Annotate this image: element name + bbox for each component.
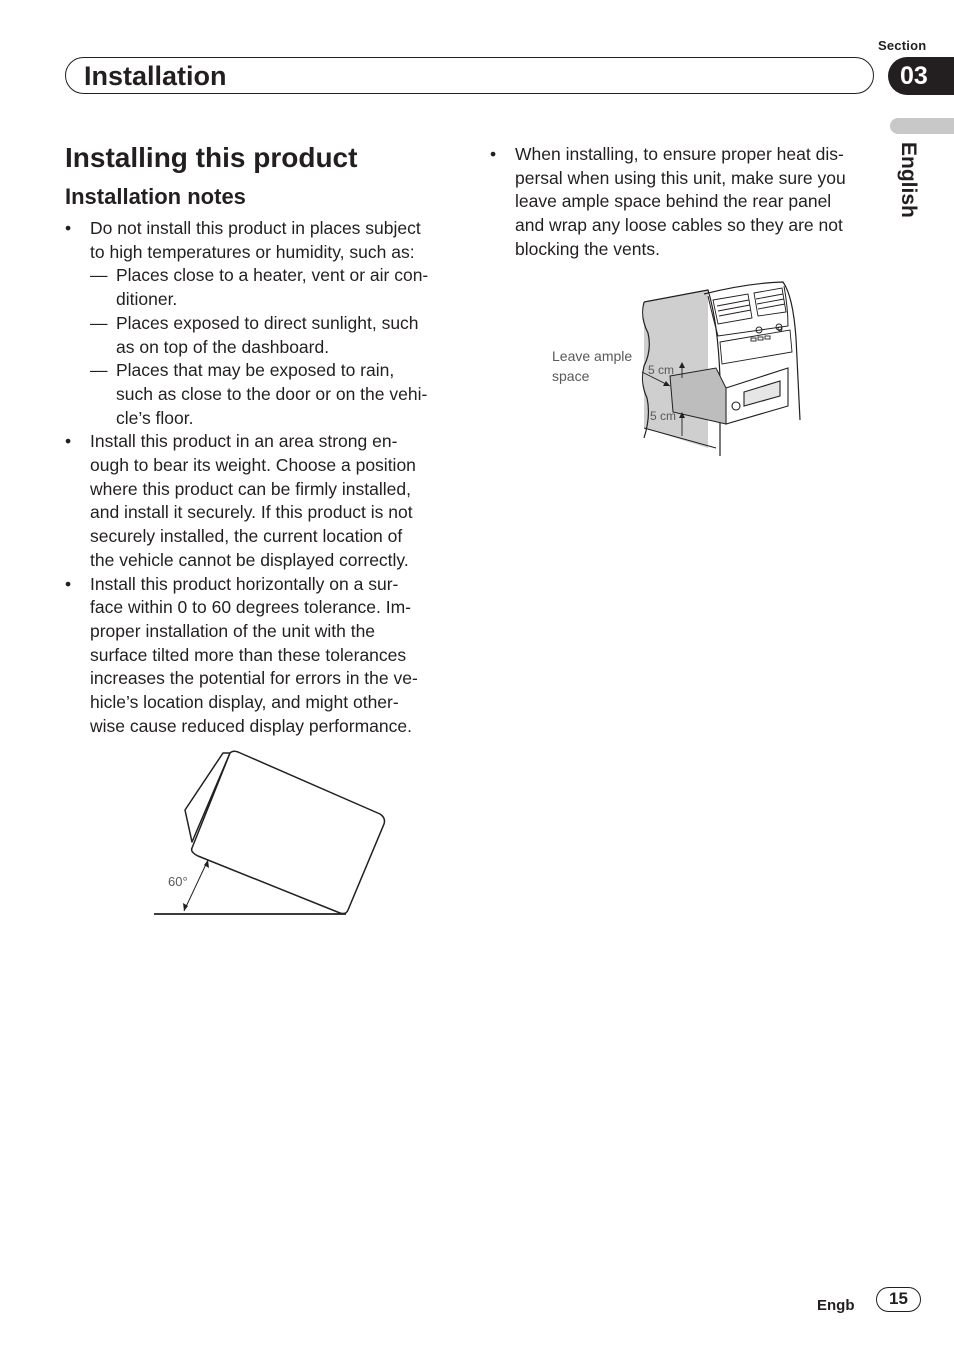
gap-top-label: 5 cm <box>648 363 675 377</box>
space-label-line1: Leave ample <box>552 348 633 364</box>
text-line: such as close to the door or on the vehi- <box>116 383 428 404</box>
language-label: English <box>897 142 920 218</box>
ventilation-space-figure <box>548 278 808 460</box>
sub-list-item <box>65 312 457 359</box>
footer-language-code: Engb <box>817 1297 855 1314</box>
section-label: Section <box>878 38 927 53</box>
text-line: blocking the vents. <box>515 238 660 259</box>
text-line: • When installing, to ensure proper heat dis- <box>515 144 844 164</box>
text-line: — Places exposed to direct sunlight, such <box>116 312 419 333</box>
section-number-tab: 03 <box>888 57 954 95</box>
gap-bottom-label: 5 cm <box>650 409 677 423</box>
bullet-list-item <box>65 430 457 572</box>
text-line: cle’s floor. <box>116 407 194 428</box>
text-line: hicle’s location display, and might other- <box>90 692 399 713</box>
space-label-line2: space <box>552 368 590 384</box>
text-line: to high temperatures or humidity, such as: <box>90 241 415 262</box>
text-line: securely installed, the current location of <box>90 526 403 547</box>
sub-list-item <box>65 359 457 430</box>
text-line: where this product can be firmly installed, <box>90 478 411 499</box>
text-line: persal when using this unit, make sure you <box>515 167 846 188</box>
text-line: leave ample space behind the rear panel <box>515 191 832 212</box>
text-line: ough to bear its weight. Choose a position <box>90 455 416 476</box>
header-title: Installation <box>84 61 227 91</box>
text-line: face within 0 to 60 degrees tolerance. Im- <box>90 597 412 618</box>
text-line: wise cause reduced display performance. <box>90 715 412 736</box>
text-line: surface tilted more than these tolerances <box>90 644 407 665</box>
text-line: • Install this product in an area strong en- <box>90 431 398 452</box>
text-line: — Places that may be exposed to rain, <box>116 360 395 381</box>
text-line: ditioner. <box>116 289 178 310</box>
left-column-list <box>65 217 457 738</box>
bullet-list-item <box>65 573 457 739</box>
head-unit <box>726 368 788 424</box>
text-line: the vehicle cannot be displayed correctly. <box>90 549 409 570</box>
bullet-list-item <box>65 217 457 264</box>
control-panel <box>720 324 792 364</box>
text-line: and wrap any loose cables so they are not <box>515 215 843 236</box>
text-line: proper installation of the unit with the <box>90 620 376 641</box>
angle-label: 60° <box>168 874 188 889</box>
section-subtitle: Installation notes <box>65 184 246 209</box>
air-vents <box>713 288 786 324</box>
text-line: as on top of the dashboard. <box>116 336 330 357</box>
text-line: increases the potential for errors in the ve- <box>90 668 418 689</box>
unit-body <box>192 751 385 913</box>
text-line: and install it securely. If this product is not <box>90 502 413 523</box>
bullet-list-item <box>490 143 882 262</box>
page-title: Installing this product <box>65 142 358 173</box>
text-line: • Install this product horizontally on a sur- <box>90 573 399 594</box>
tilt-angle-figure <box>150 748 395 923</box>
right-column-list <box>490 143 882 262</box>
text-line: — Places close to a heater, vent or air con- <box>116 265 429 286</box>
sub-list-item <box>65 264 457 311</box>
language-tab <box>890 118 954 134</box>
page-number: 15 <box>876 1287 921 1312</box>
text-line: • Do not install this product in places subject <box>90 218 421 238</box>
